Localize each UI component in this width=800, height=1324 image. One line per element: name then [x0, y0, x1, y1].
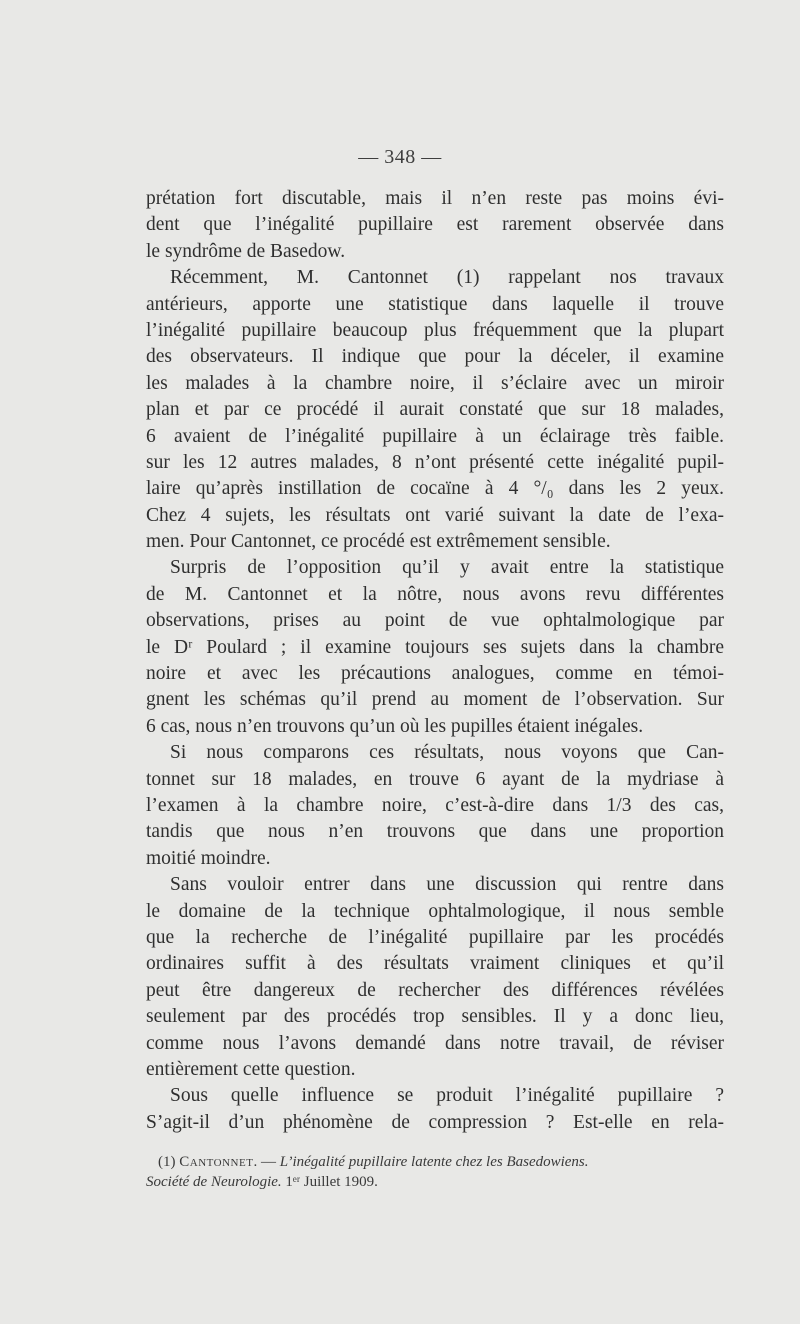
text-line: Sous quelle influence se produit l’inégalité pupillaire ?: [170, 1085, 724, 1107]
footnote-line: (1) Cantonnet. — L’inégalité pupillaire latente chez les Basedowiens.: [158, 1154, 589, 1170]
text-line: de M. Cantonnet et la nôtre, nous avons revu différentes: [146, 583, 724, 605]
text-line: 6 avaient de l’inégalité pupillaire à un éclairage très faible.: [146, 425, 724, 447]
footnote-title: L’inégalité pupillaire latente chez les Basedowiens.: [279, 1154, 589, 1170]
body-text: [146, 186, 724, 1136]
text-line: ordinaires suffit à des résultats vraiment cliniques et qu’il: [146, 953, 724, 975]
footnote-line: [146, 1172, 724, 1192]
text-line: Sans vouloir entrer dans une discussion qui rentre dans: [170, 874, 724, 896]
footnote-marker: (1): [158, 1154, 176, 1170]
text-line: peut être dangereux de rechercher des différences révélées: [146, 979, 724, 1001]
text-line: que la recherche de l’inégalité pupillaire par les procédés: [146, 926, 724, 948]
text-line: observations, prises au point de vue ophtalmologique par: [146, 610, 724, 632]
text-line: dent que l’inégalité pupillaire est rarement observée dans: [146, 214, 724, 236]
text-line: comme nous l’avons demandé dans notre travail, de réviser: [146, 1032, 724, 1054]
text-line: des observateurs. Il indique que pour la déceler, il examine: [146, 346, 724, 368]
text-line: Chez 4 sujets, les résultats ont varié suivant la date de l’exa-: [146, 504, 724, 526]
text-line: men. Pour Cantonnet, ce procédé est extrêmement sensible.: [146, 531, 611, 553]
text-line: moitié moindre.: [146, 847, 271, 869]
text-line: Surpris de l’opposition qu’il y avait entre la statistique: [170, 557, 724, 579]
text-line: S’agit-il d’un phénomène de compression ? Est-elle en rela-: [146, 1111, 724, 1133]
text-line: sur les 12 autres malades, 8 n’ont présenté cette inégalité pupil-: [146, 451, 724, 473]
text-line: 6 cas, nous n’en trouvons qu’un où les pupilles étaient inégales.: [146, 715, 644, 737]
text-line: noire et avec les précautions analogues, comme en témoi-: [146, 663, 724, 685]
text-line: Récemment, M. Cantonnet (1) rappelant nos travaux: [170, 267, 724, 289]
text-line: l’inégalité pupillaire beaucoup plus fréquemment que la plupart: [146, 319, 724, 341]
text-line: laire qu’après instillation de cocaïne à 4 °/₀ dans les 2 yeux.: [146, 478, 724, 500]
page-number: — 348 —: [358, 146, 442, 168]
text-line: seulement par des procédés trop sensibles. Il y a donc lieu,: [146, 1006, 724, 1028]
text-line: Si nous comparons ces résultats, nous voyons que Can-: [170, 742, 724, 764]
footnote-date: 1ᵉʳ Juillet 1909.: [285, 1174, 378, 1190]
footnote: [146, 1152, 724, 1192]
footnote-author: Cantonnet: [179, 1154, 254, 1170]
text-line: les malades à la chambre noire, il s’éclaire avec un miroir: [146, 372, 724, 394]
text-line: le Dʳ Poulard ; il examine toujours ses sujets dans la chambre: [146, 636, 724, 658]
text-line: l’examen à la chambre noire, c’est-à-dire dans 1/3 des cas,: [146, 794, 724, 816]
text-line: prétation fort discutable, mais il n’en reste pas moins évi-: [146, 188, 724, 209]
text-line: tandis que nous n’en trouvons que dans une proportion: [146, 821, 724, 843]
text-line: antérieurs, apporte une statistique dans laquelle il trouve: [146, 293, 724, 315]
text-line: tonnet sur 18 malades, en trouve 6 ayant de la mydriase à: [146, 768, 724, 790]
text-line: entièrement cette question.: [146, 1058, 356, 1080]
text-line: gnent les schémas qu’il prend au moment de l’observation. Sur: [146, 689, 724, 711]
text-line: le domaine de la technique ophtalmologique, il nous semble: [146, 900, 724, 922]
text-line: plan et par ce procédé il aurait constaté que sur 18 malades,: [146, 399, 724, 421]
text-line: le syndrôme de Basedow.: [146, 240, 346, 262]
footnote-journal: Société de Neurologie.: [146, 1174, 282, 1190]
footnote-dash: —: [260, 1154, 276, 1170]
